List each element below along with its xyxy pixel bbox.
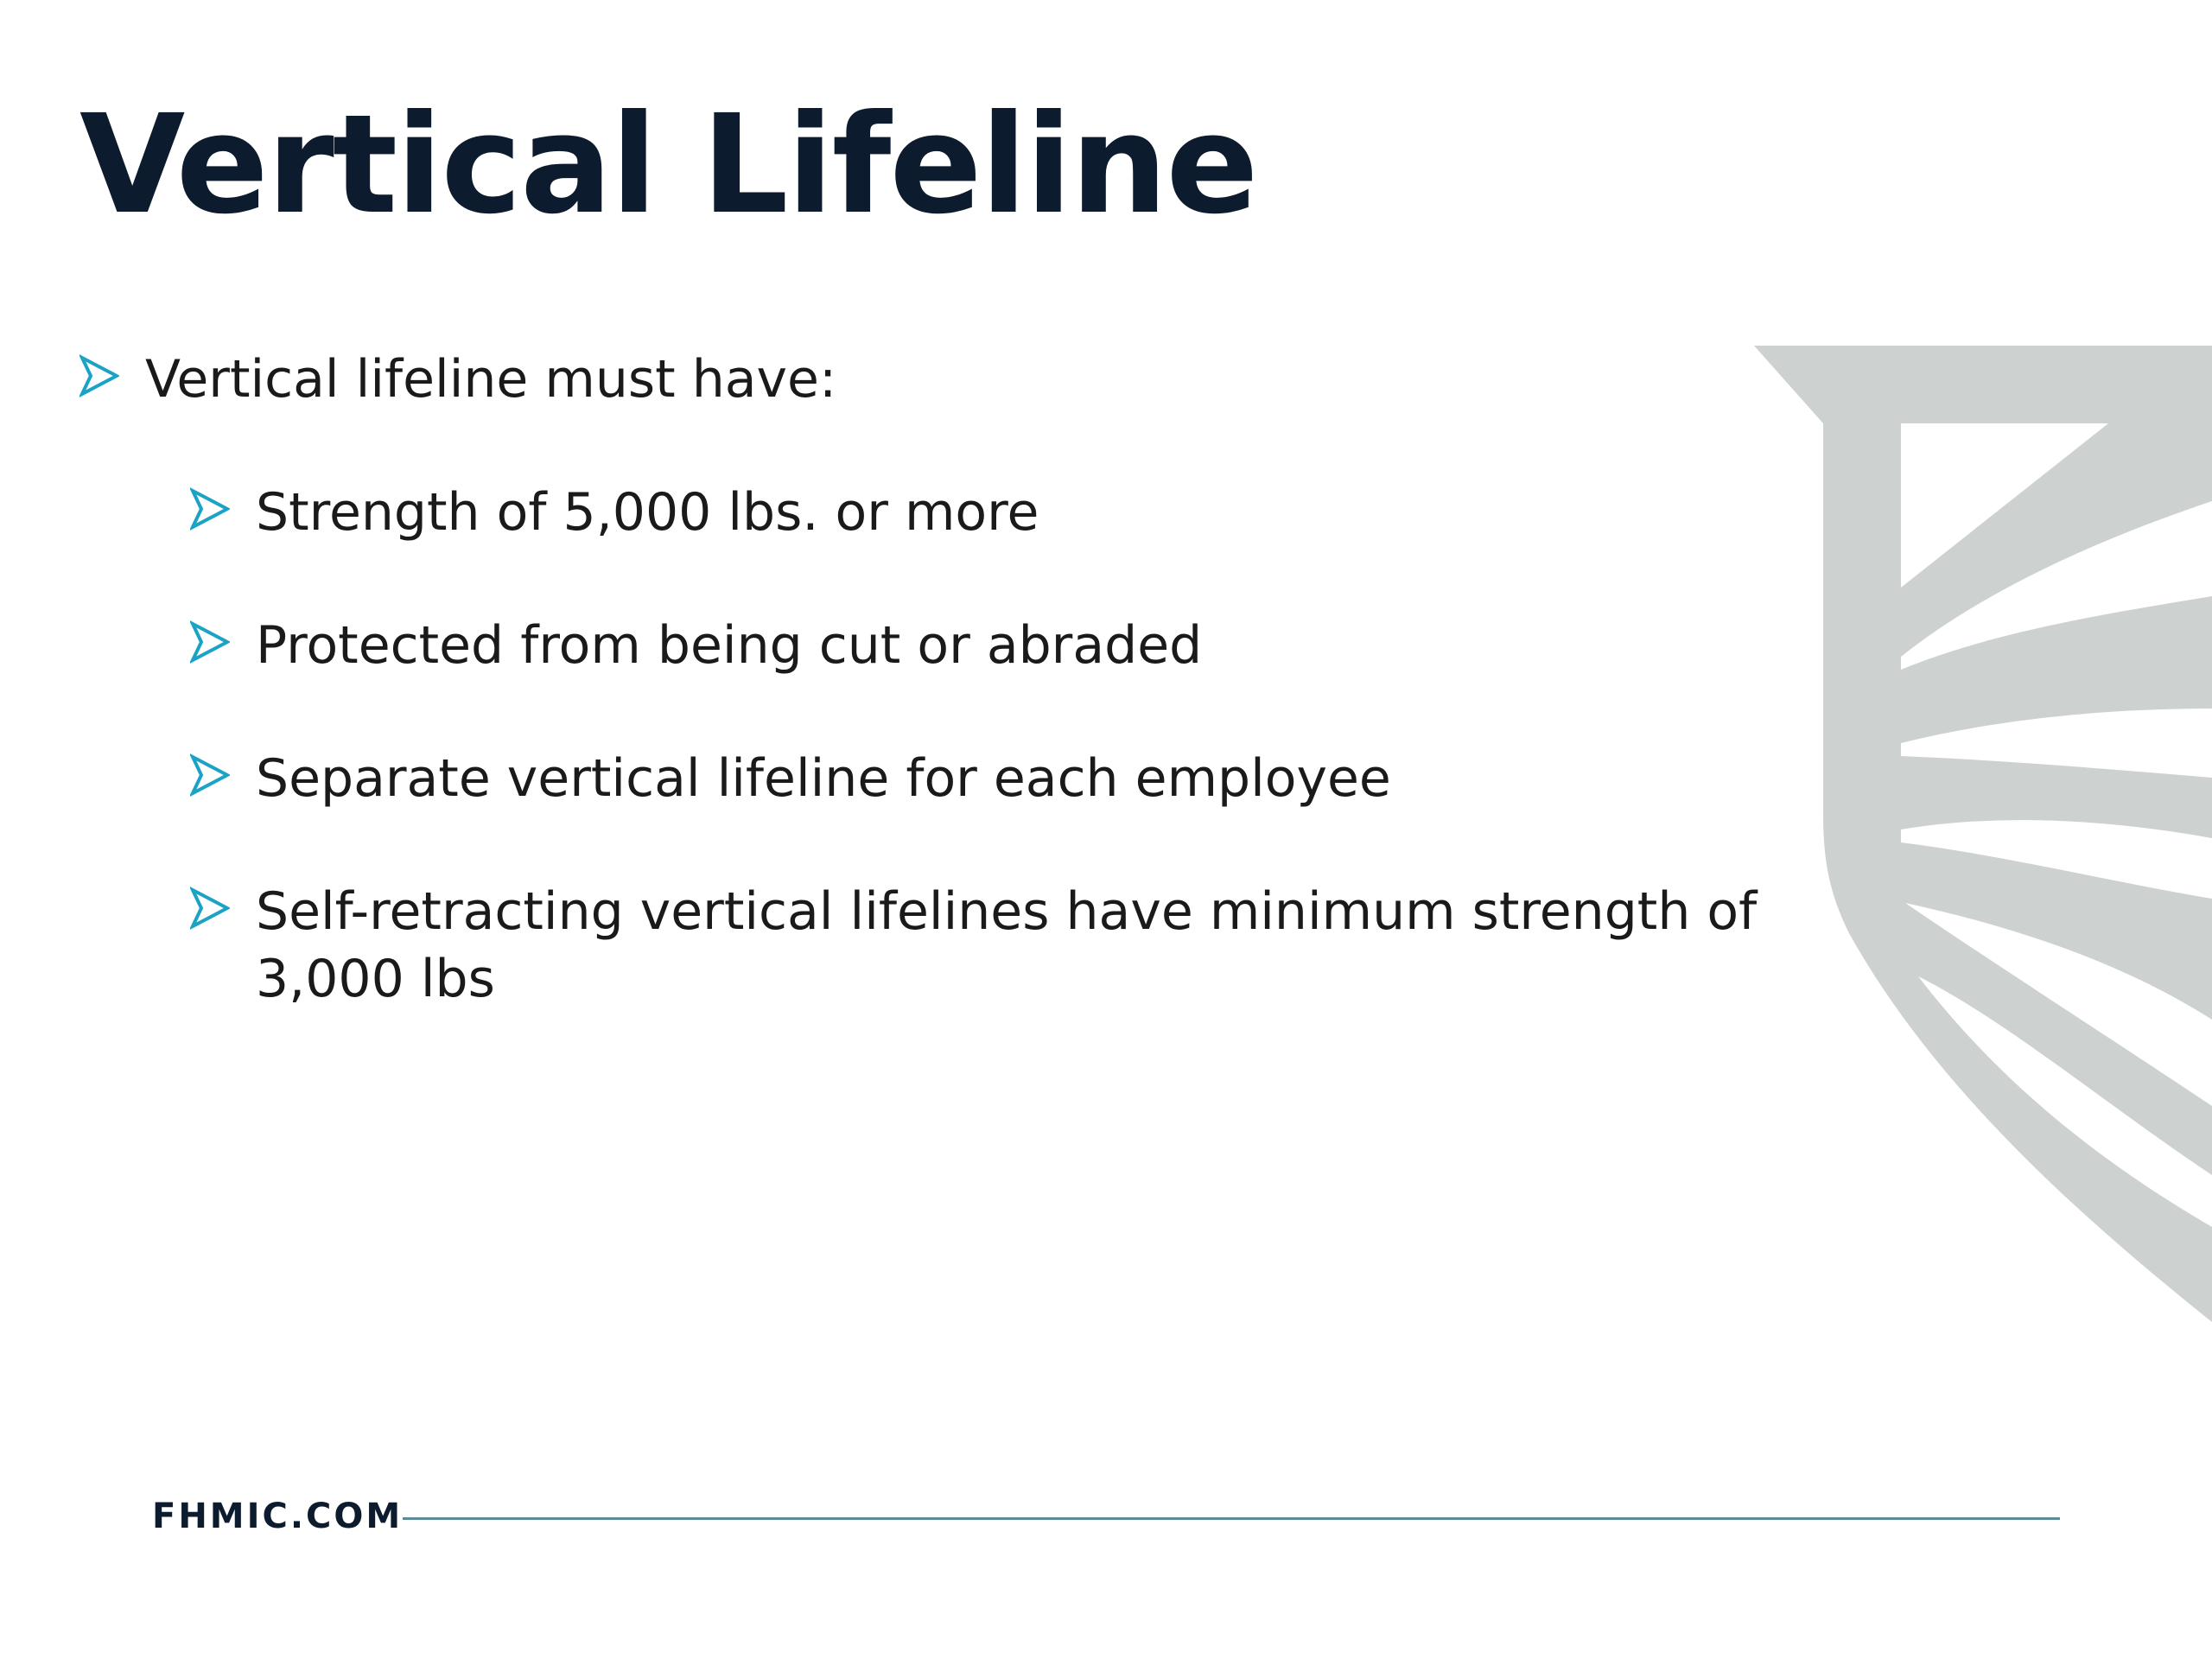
footer-brand: FHMIC.COM xyxy=(152,1497,404,1536)
arrowhead-bullet-icon xyxy=(190,487,230,531)
bullet-text: Separate vertical lifeline for each employee xyxy=(256,748,1391,809)
arrowhead-bullet-icon xyxy=(190,753,230,797)
arrowhead-bullet-icon xyxy=(190,620,230,664)
bullet-text: Self-retracting vertical lifelines have minimum strength of 3,000 lbs xyxy=(256,881,1758,1009)
bullet-text: Vertical lifeline must have: xyxy=(145,349,837,410)
bullet-item-3 xyxy=(190,612,1897,679)
bullet-item-4 xyxy=(190,745,1897,812)
bullet-text: Strength of 5,000 lbs. or more xyxy=(256,482,1039,543)
bullet-text: Protected from being cut or abraded xyxy=(256,615,1203,676)
bullet-item-5 xyxy=(190,878,1897,1013)
arrowhead-bullet-icon xyxy=(79,354,119,397)
bullet-item-2 xyxy=(190,479,1897,546)
arrowhead-bullet-icon xyxy=(190,887,230,930)
slide-title: Vertical Lifeline xyxy=(79,86,1257,245)
bullet-item-1 xyxy=(79,346,836,413)
footer-divider xyxy=(403,1517,2060,1520)
